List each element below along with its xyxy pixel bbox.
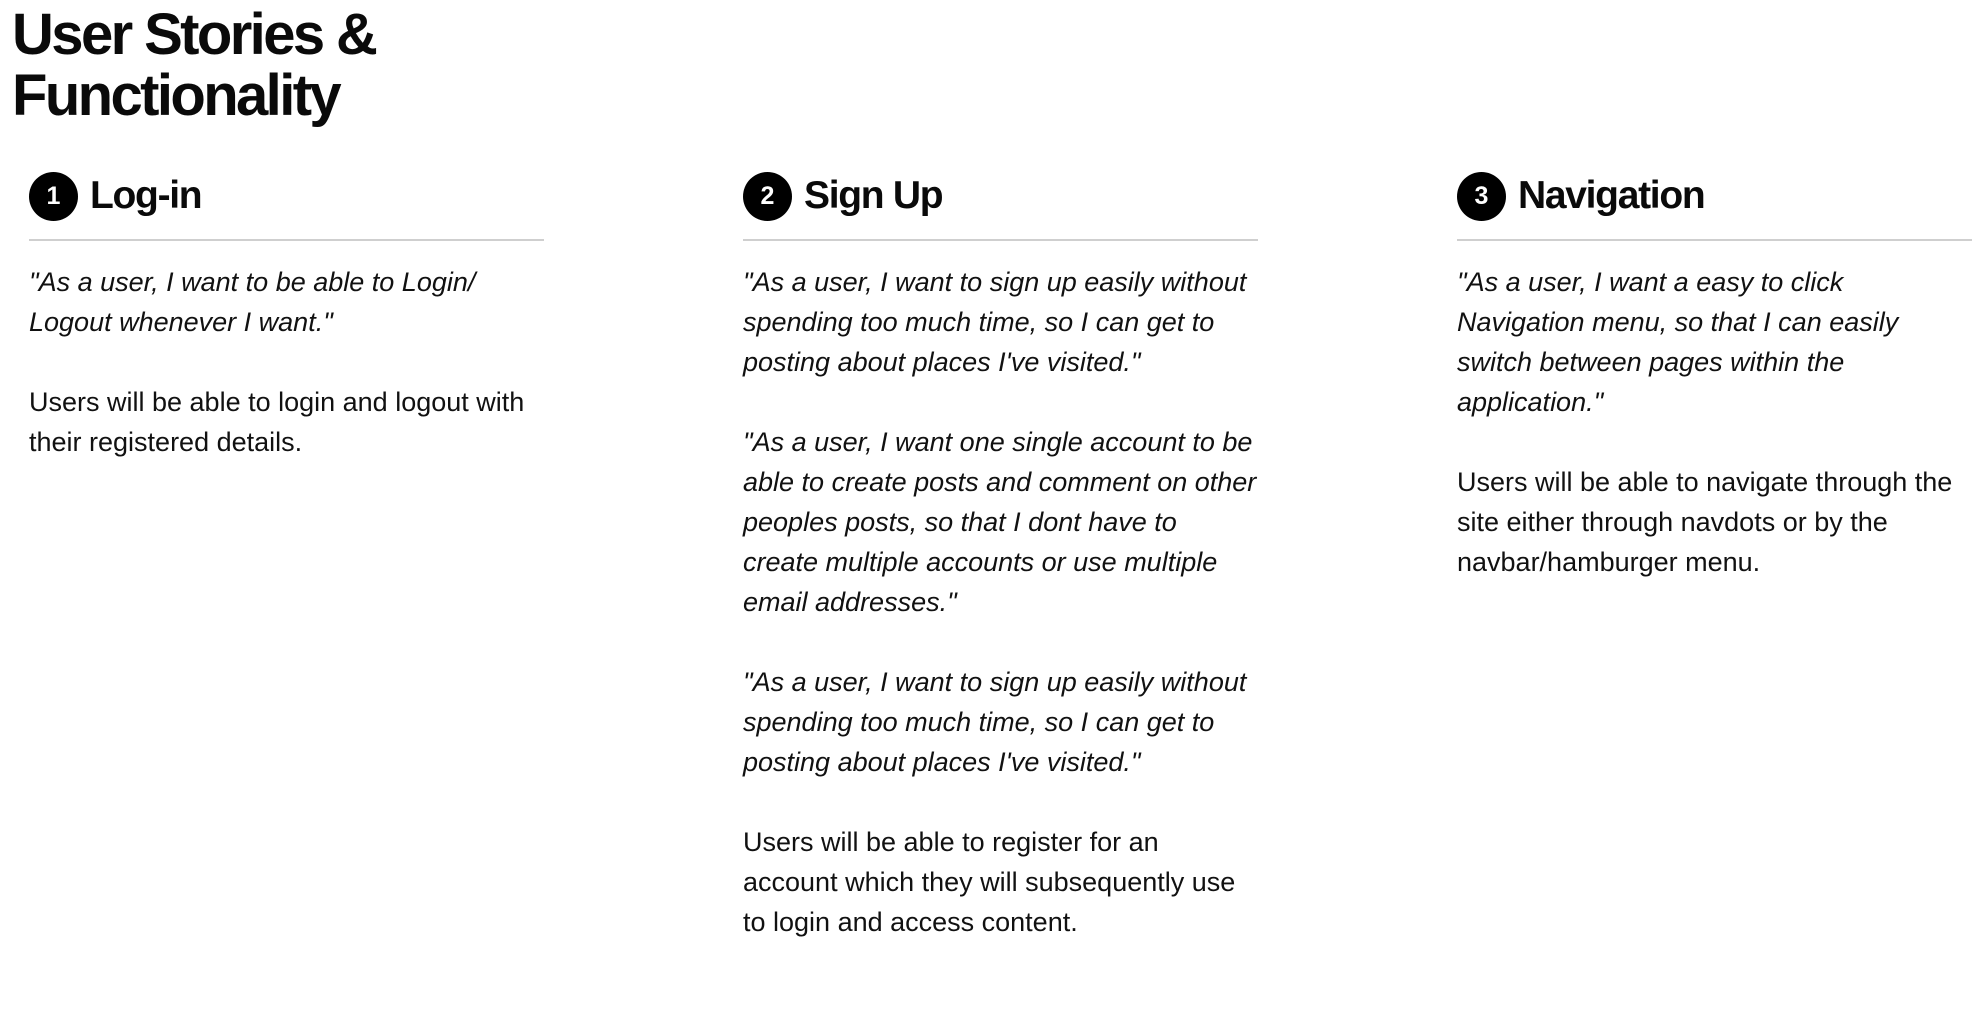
user-story-quote: "As a user, I want to sign up easily without spending too much time, so I can get to posting about places I've visited." [743,267,1247,377]
story-column-login [29,168,544,462]
column-header [743,168,1258,224]
divider [1457,239,1972,241]
story-column-navigation [1457,168,1972,582]
column-title: Log-in [90,174,202,217]
user-story-quote: "As a user, I want one single account to be able to create posts and comment on other peoples posts, so that I dont have to create multiple accounts or use multiple email addresses." [743,427,1257,617]
divider [743,239,1258,241]
user-story-quote: "As a user, I want to sign up easily without spending too much time, so I can get to posting about places I've visited." [743,667,1247,777]
column-header [29,168,544,224]
story-column-signup [743,168,1258,942]
column-title: Sign Up [804,174,943,217]
functionality-description: Users will be able to navigate through the site either through navdots or by the navbar/hamburger menu. [1457,467,1953,577]
page-title: User Stories & Functionality [12,2,376,128]
user-story-quote: "As a user, I want a easy to click Navigation menu, so that I can easily switch between pages within the application." [1457,267,1899,417]
functionality-description: Users will be able to register for an account which they will subsequently use to login and access content. [743,827,1236,937]
number-badge: 2 [743,172,792,221]
column-title: Navigation [1518,174,1705,217]
functionality-description: Users will be able to login and logout with their registered details. [29,387,525,457]
number-badge: 1 [29,172,78,221]
divider [29,239,544,241]
number-badge: 3 [1457,172,1506,221]
column-header [1457,168,1972,224]
user-story-quote: "As a user, I want to be able to Login/ Logout whenever I want." [29,267,476,337]
